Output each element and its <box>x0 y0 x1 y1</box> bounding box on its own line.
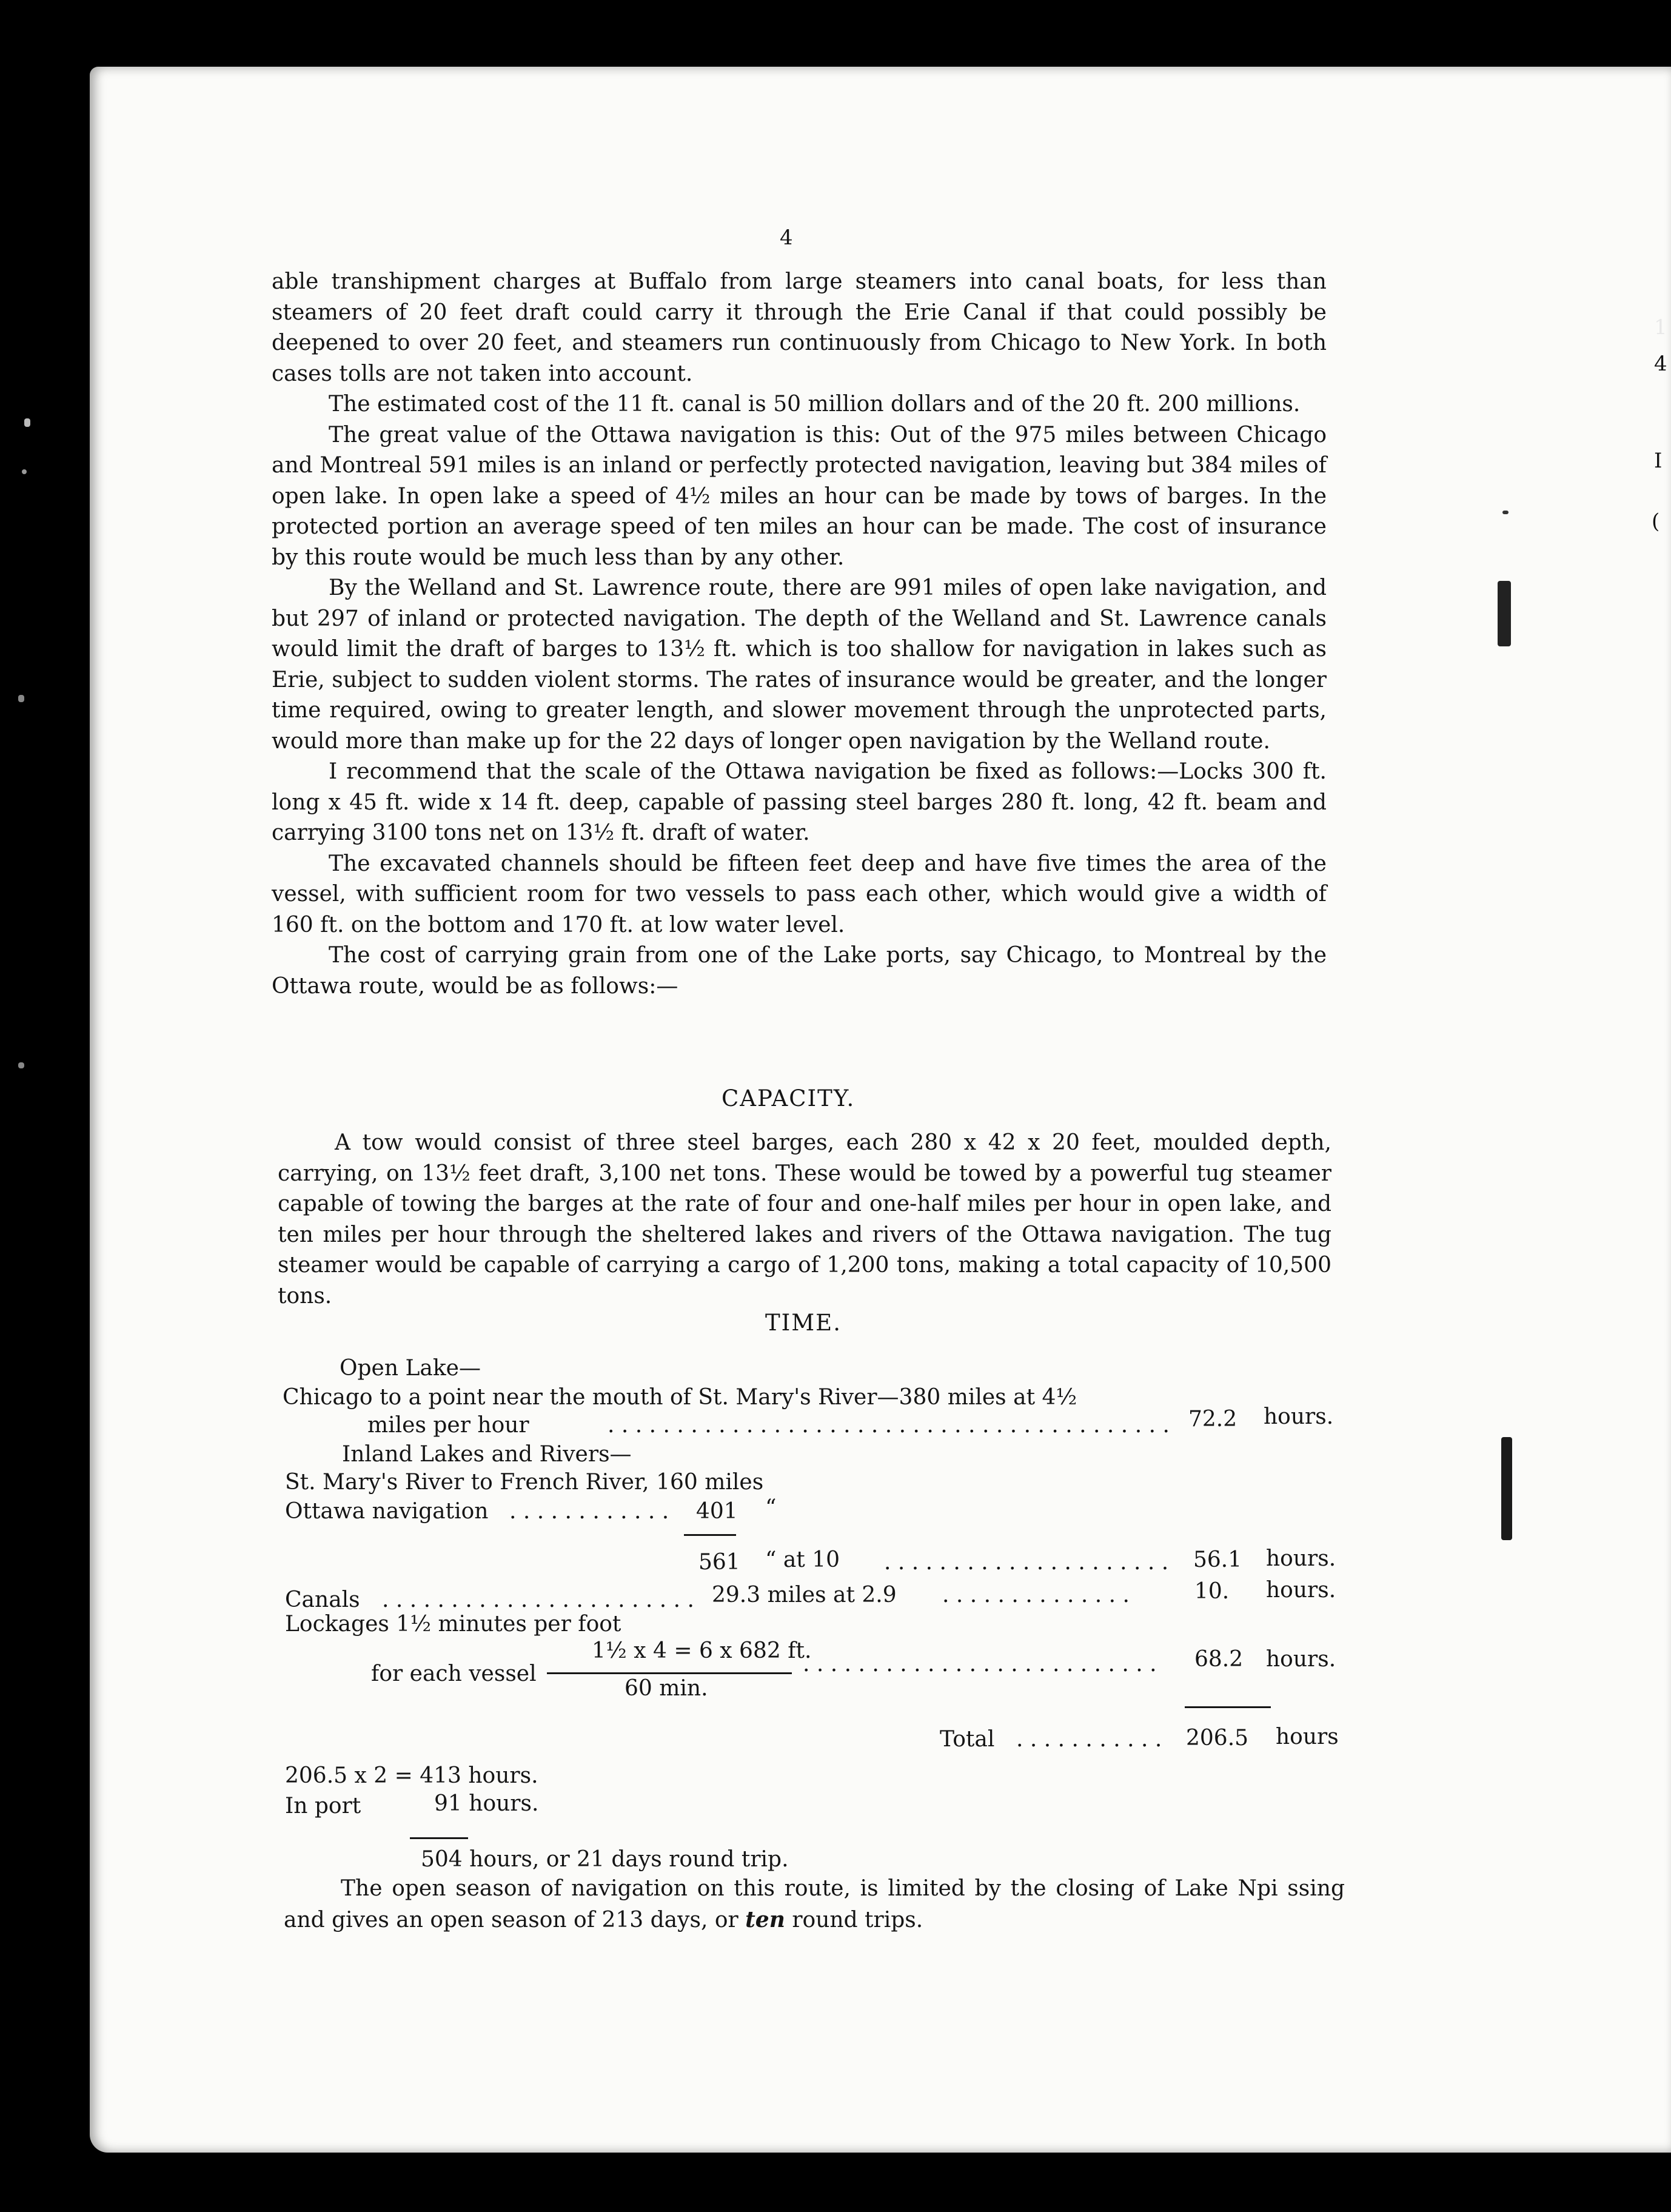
miles-per-hour: miles per hour <box>367 1413 529 1438</box>
hours-value: 72.2 <box>1188 1407 1237 1432</box>
emphasis-text: ten <box>745 1906 785 1932</box>
canals-label: Canals <box>285 1587 360 1612</box>
time-heading: TIME. <box>765 1310 842 1336</box>
total-unit: hours <box>1276 1724 1339 1749</box>
capacity-heading: CAPACITY. <box>722 1085 856 1111</box>
paragraph: The cost of carrying grain from one of the Lake ports, say Chicago, to Montreal by the Ottawa route, would be as follows:— <box>272 943 1327 999</box>
closing-text <box>284 1874 1345 1936</box>
st-marys-line: St. Mary's River to French River, 160 miles <box>285 1470 764 1495</box>
leader-dots: . . . . . . . . . . . . <box>509 1499 669 1524</box>
hours-unit: hours. <box>1266 1546 1336 1571</box>
leader-dots: . . . . . . . . . . . . . . <box>942 1583 1130 1607</box>
ottawa-value: 401 <box>696 1499 738 1524</box>
leader-dots: . . . . . . . . . . . . . . . . . . . . . . . <box>382 1587 694 1612</box>
paragraph: The excavated channels should be fifteen feet deep and have five times the area of the vessel, with sufficient room for two vessels to pass each other, which would give a width of 160 ft. on the bottom and 170 ft. at low water level. <box>272 851 1327 937</box>
intro-text <box>272 267 1327 1002</box>
paragraph: The great value of the Ottawa navigation is this: Out of the 975 miles between Chicago and Montreal 591 miles is an inland or perfectly protected navigation, leaving but 384 miles of open lake. In open lake a speed of 4½ miles an hour can be made by tows of barges. In the protected portion an average speed of ten miles an hour can be made. The cost of insurance by this route would be much less than by any other. <box>272 422 1327 570</box>
canals-value: 29.3 miles at 2.9 <box>712 1583 897 1607</box>
formula-numerator: 1½ x 4 = 6 x 682 ft. <box>592 1638 812 1663</box>
in-port-label: In port <box>285 1794 361 1818</box>
speck-mark <box>18 1062 24 1068</box>
lockages-line: Lockages 1½ minutes per foot <box>285 1612 621 1637</box>
leader-dots: . . . . . . . . . . . . . . . . . . . . . . . . . . . . . . . . . . . . . . . . . <box>608 1413 1170 1438</box>
binding-mark <box>1501 1437 1512 1540</box>
paragraph: able transhipment charges at Buffalo from large steamers into canal boats, for less than steamers of 20 feet draft could carry it through the Erie Canal if that could possibly be deepened to over 20 feet, and steamers run continuously from Chicago to New York. In both cases tolls are not taken into account. <box>272 269 1327 386</box>
speck-mark <box>1502 511 1509 514</box>
ottawa-nav-label: Ottawa navigation <box>285 1499 489 1524</box>
edge-character: 1 <box>1654 315 1667 340</box>
paragraph: A tow would consist of three steel barges, each 280 x 42 x 20 feet, moulded depth, carrying, on 13½ feet draft, 3,100 net tons. These would be towed by a powerful tug steamer capable of towing the barges at the rate of four and one-half miles per hour in open lake, and ten miles per hour through the sheltered lakes and rivers of the Ottawa navigation. The tug steamer would be capable of carrying a cargo of 1,200 tons, making a total capacity of 10,500 tons. <box>278 1130 1331 1309</box>
hours-unit: hours. <box>1266 1578 1336 1603</box>
rate-label: “ at 10 <box>765 1547 840 1572</box>
formula-denominator: 60 min. <box>625 1676 708 1701</box>
fraction-rule <box>547 1672 792 1674</box>
hours-value: 68.2 <box>1194 1647 1244 1672</box>
total-value: 206.5 <box>1186 1726 1249 1751</box>
leader-dots: . . . . . . . . . . . . . . . . . . . . . . . . . . <box>803 1652 1157 1677</box>
binding-mark <box>1498 581 1511 646</box>
leader-dots: . . . . . . . . . . . . . . . . . . . . . <box>884 1550 1169 1575</box>
round-trip-calc: 206.5 x 2 = 413 hours. <box>285 1763 538 1788</box>
inland-label: Inland Lakes and Rivers— <box>342 1442 632 1467</box>
leader-dots: . . . . . . . . . . . <box>1016 1727 1162 1752</box>
hours-value: 56.1 <box>1193 1547 1242 1572</box>
page-number: 4 <box>780 226 793 250</box>
in-port-value: 91 hours. <box>434 1791 539 1816</box>
each-vessel-label: for each vessel <box>371 1661 537 1686</box>
hours-unit: hours. <box>1266 1647 1336 1672</box>
total-label: Total <box>940 1727 995 1752</box>
edge-character: 4 <box>1654 352 1667 376</box>
sum-rule <box>410 1837 468 1839</box>
round-trip-total: 504 hours, or 21 days round trip. <box>421 1847 789 1872</box>
closing-text-part: The open season of navigation on this route, is limited by the closing of Lake Npi ssing and gives an open season of 213 days, or <box>284 1876 1345 1932</box>
ditto-mark: “ <box>765 1495 777 1520</box>
paragraph <box>284 1874 1345 1936</box>
total-rule <box>1185 1706 1271 1708</box>
chicago-line: Chicago to a point near the mouth of St. Mary's River—380 miles at 4½ <box>283 1385 1077 1410</box>
closing-text-part: round trips. <box>785 1907 923 1932</box>
paragraph: By the Welland and St. Lawrence route, there are 991 miles of open lake navigation, and but 297 of inland or protected navigation. The depth of the Welland and St. Lawrence canals would limit the draft of barges to 13½ ft. which is too shallow for navigation in lakes such as Erie, subject to sudden violent storms. The rates of insurance would be greater, and the longer time required, owing to greater length, and slower movement through the unprotected parts, would more than make up for the 22 days of longer open navigation by the Welland route. <box>272 575 1327 754</box>
hours-unit: hours. <box>1264 1404 1334 1429</box>
edge-character: I <box>1654 449 1663 473</box>
sum-rule <box>684 1534 736 1536</box>
sum-value: 561 <box>698 1550 740 1575</box>
edge-character: ( <box>1652 509 1660 534</box>
speck-mark <box>24 418 30 427</box>
speck-mark <box>18 695 24 702</box>
capacity-text <box>278 1128 1331 1312</box>
paragraph: The estimated cost of the 11 ft. canal is 50 million dollars and of the 20 ft. 200 millions. <box>329 392 1301 417</box>
speck-mark <box>22 469 27 474</box>
open-lake-label: Open Lake— <box>340 1356 481 1381</box>
paragraph: I recommend that the scale of the Ottawa navigation be fixed as follows:—Locks 300 ft. long x 45 ft. wide x 14 ft. deep, capable of passing steel barges 280 ft. long, 42 ft. beam and carrying 3100 tons net on 13½ ft. draft of water. <box>272 759 1327 845</box>
hours-value: 10. <box>1194 1579 1230 1604</box>
